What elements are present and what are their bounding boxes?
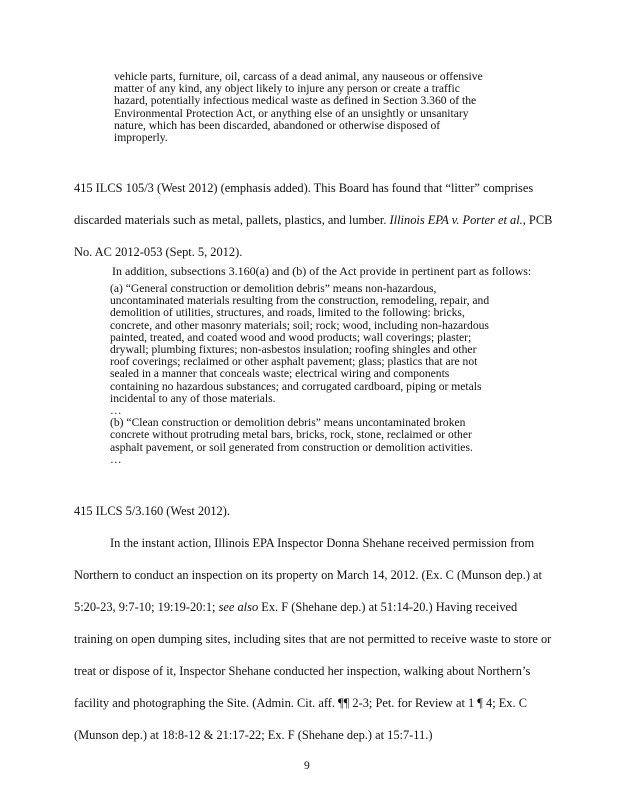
paragraph-line — [74, 600, 517, 615]
quote-line: uncontaminated materials resulting from the construction, remodeling, repair, and — [110, 294, 490, 308]
quote-line: concrete, and other masonry materials; soil; rock; wood, including non-hazardous — [110, 318, 489, 332]
paragraph-line: 415 ILCS 105/3 (West 2012) (emphasis added). This Board has found that “litter” comprises — [74, 181, 534, 195]
block-quote-litter-definition — [114, 71, 483, 144]
text-run: 5:20-23, 9:7-10; 19:19-20:1; — [74, 600, 216, 614]
quote-ellipsis: … — [110, 404, 122, 418]
quote-line: hazard, potentially infectious medical waste as defined in Section 3.360 of the — [114, 94, 477, 108]
quote-line: nature, which has been discarded, abandoned or otherwise disposed of — [114, 118, 441, 132]
quote-line: drywall; plumbing fixtures; non-asbestos insulation; roofing shingles and other — [110, 343, 477, 357]
paragraph-line — [74, 213, 552, 228]
quote-line: painted, treated, and coated wood and wood products; wall coverings; plaster; — [110, 330, 472, 344]
quote-line: concrete without protruding metal bars, bricks, rock, stone, reclaimed or other — [110, 428, 472, 442]
quote-line: Environmental Protection Act, or anything else of an unsightly or unsanitary — [114, 106, 469, 120]
quote-line: demolition of utilities, structures, and roads, limited to the following: bricks, — [110, 306, 465, 320]
paragraph-line: In the instant action, Illinois EPA Inspector Donna Shehane received permission from — [110, 536, 535, 550]
paragraph-line: facility and photographing the Site. (Admin. Cit. aff. ¶¶ 2-3; Pet. for Review at 1 ¶ 4; Ex. C — [74, 696, 527, 710]
quote-line: vehicle parts, furniture, oil, carcass of a dead animal, any nauseous or offensive — [114, 70, 483, 83]
quote-line: improperly. — [114, 131, 168, 145]
paragraph-line: training on open dumping sites, including sites that are not permitted to receive waste to store or — [74, 632, 552, 646]
quote-line: containing no hazardous substances; and corrugated cardboard, piping or metals — [110, 379, 482, 393]
quote-line: (b) “Clean construction or demolition debris” means uncontaminated broken — [110, 416, 466, 430]
text-run: discarded materials such as metal, pallets, plastics, and lumber. — [74, 213, 387, 227]
text-run: , PCB — [522, 213, 553, 227]
quote-line: matter of any kind, any object likely to injure any person or create a traffic — [114, 82, 460, 96]
quote-line: sealed in a manner that conceals waste; electrical wiring and components — [110, 367, 450, 381]
text-run: Ex. F (Shehane dep.) at 51:14-20.) Having received — [261, 600, 518, 614]
quote-line: incidental to any of those materials. — [110, 391, 276, 405]
case-citation: Illinois EPA v. Porter et al. — [389, 213, 523, 227]
paragraph-line: (Munson dep.) at 18:8-12 & 21:17-22; Ex. F (Shehane dep.) at 15:7-11.) — [74, 728, 433, 742]
paragraph-line: No. AC 2012-053 (Sept. 5, 2012). — [74, 245, 243, 259]
quote-line: (a) “General construction or demolition debris” means non-hazardous, — [110, 282, 437, 295]
quote-ellipsis: … — [110, 452, 122, 466]
paragraph-line: treat or dispose of it, Inspector Shehane conducted her inspection, walking about Northern’s — [74, 664, 531, 678]
statute-citation: 415 ILCS 5/3.160 (West 2012). — [74, 504, 230, 518]
signal-see-also: see also — [218, 600, 259, 614]
quote-line: asphalt pavement, or soil generated from construction or demolition activities. — [110, 440, 473, 454]
paragraph-line: Northern to conduct an inspection on its property on March 14, 2012. (Ex. C (Munson dep.) at — [74, 568, 543, 582]
block-quote-debris-definitions — [110, 283, 489, 466]
paragraph-line: In addition, subsections 3.160(a) and (b) of the Act provide in pertinent part as follows: — [112, 264, 532, 278]
quote-line: roof coverings; reclaimed or other asphalt pavement; glass; plastics that are not — [110, 355, 478, 369]
page-number: 9 — [304, 760, 310, 772]
